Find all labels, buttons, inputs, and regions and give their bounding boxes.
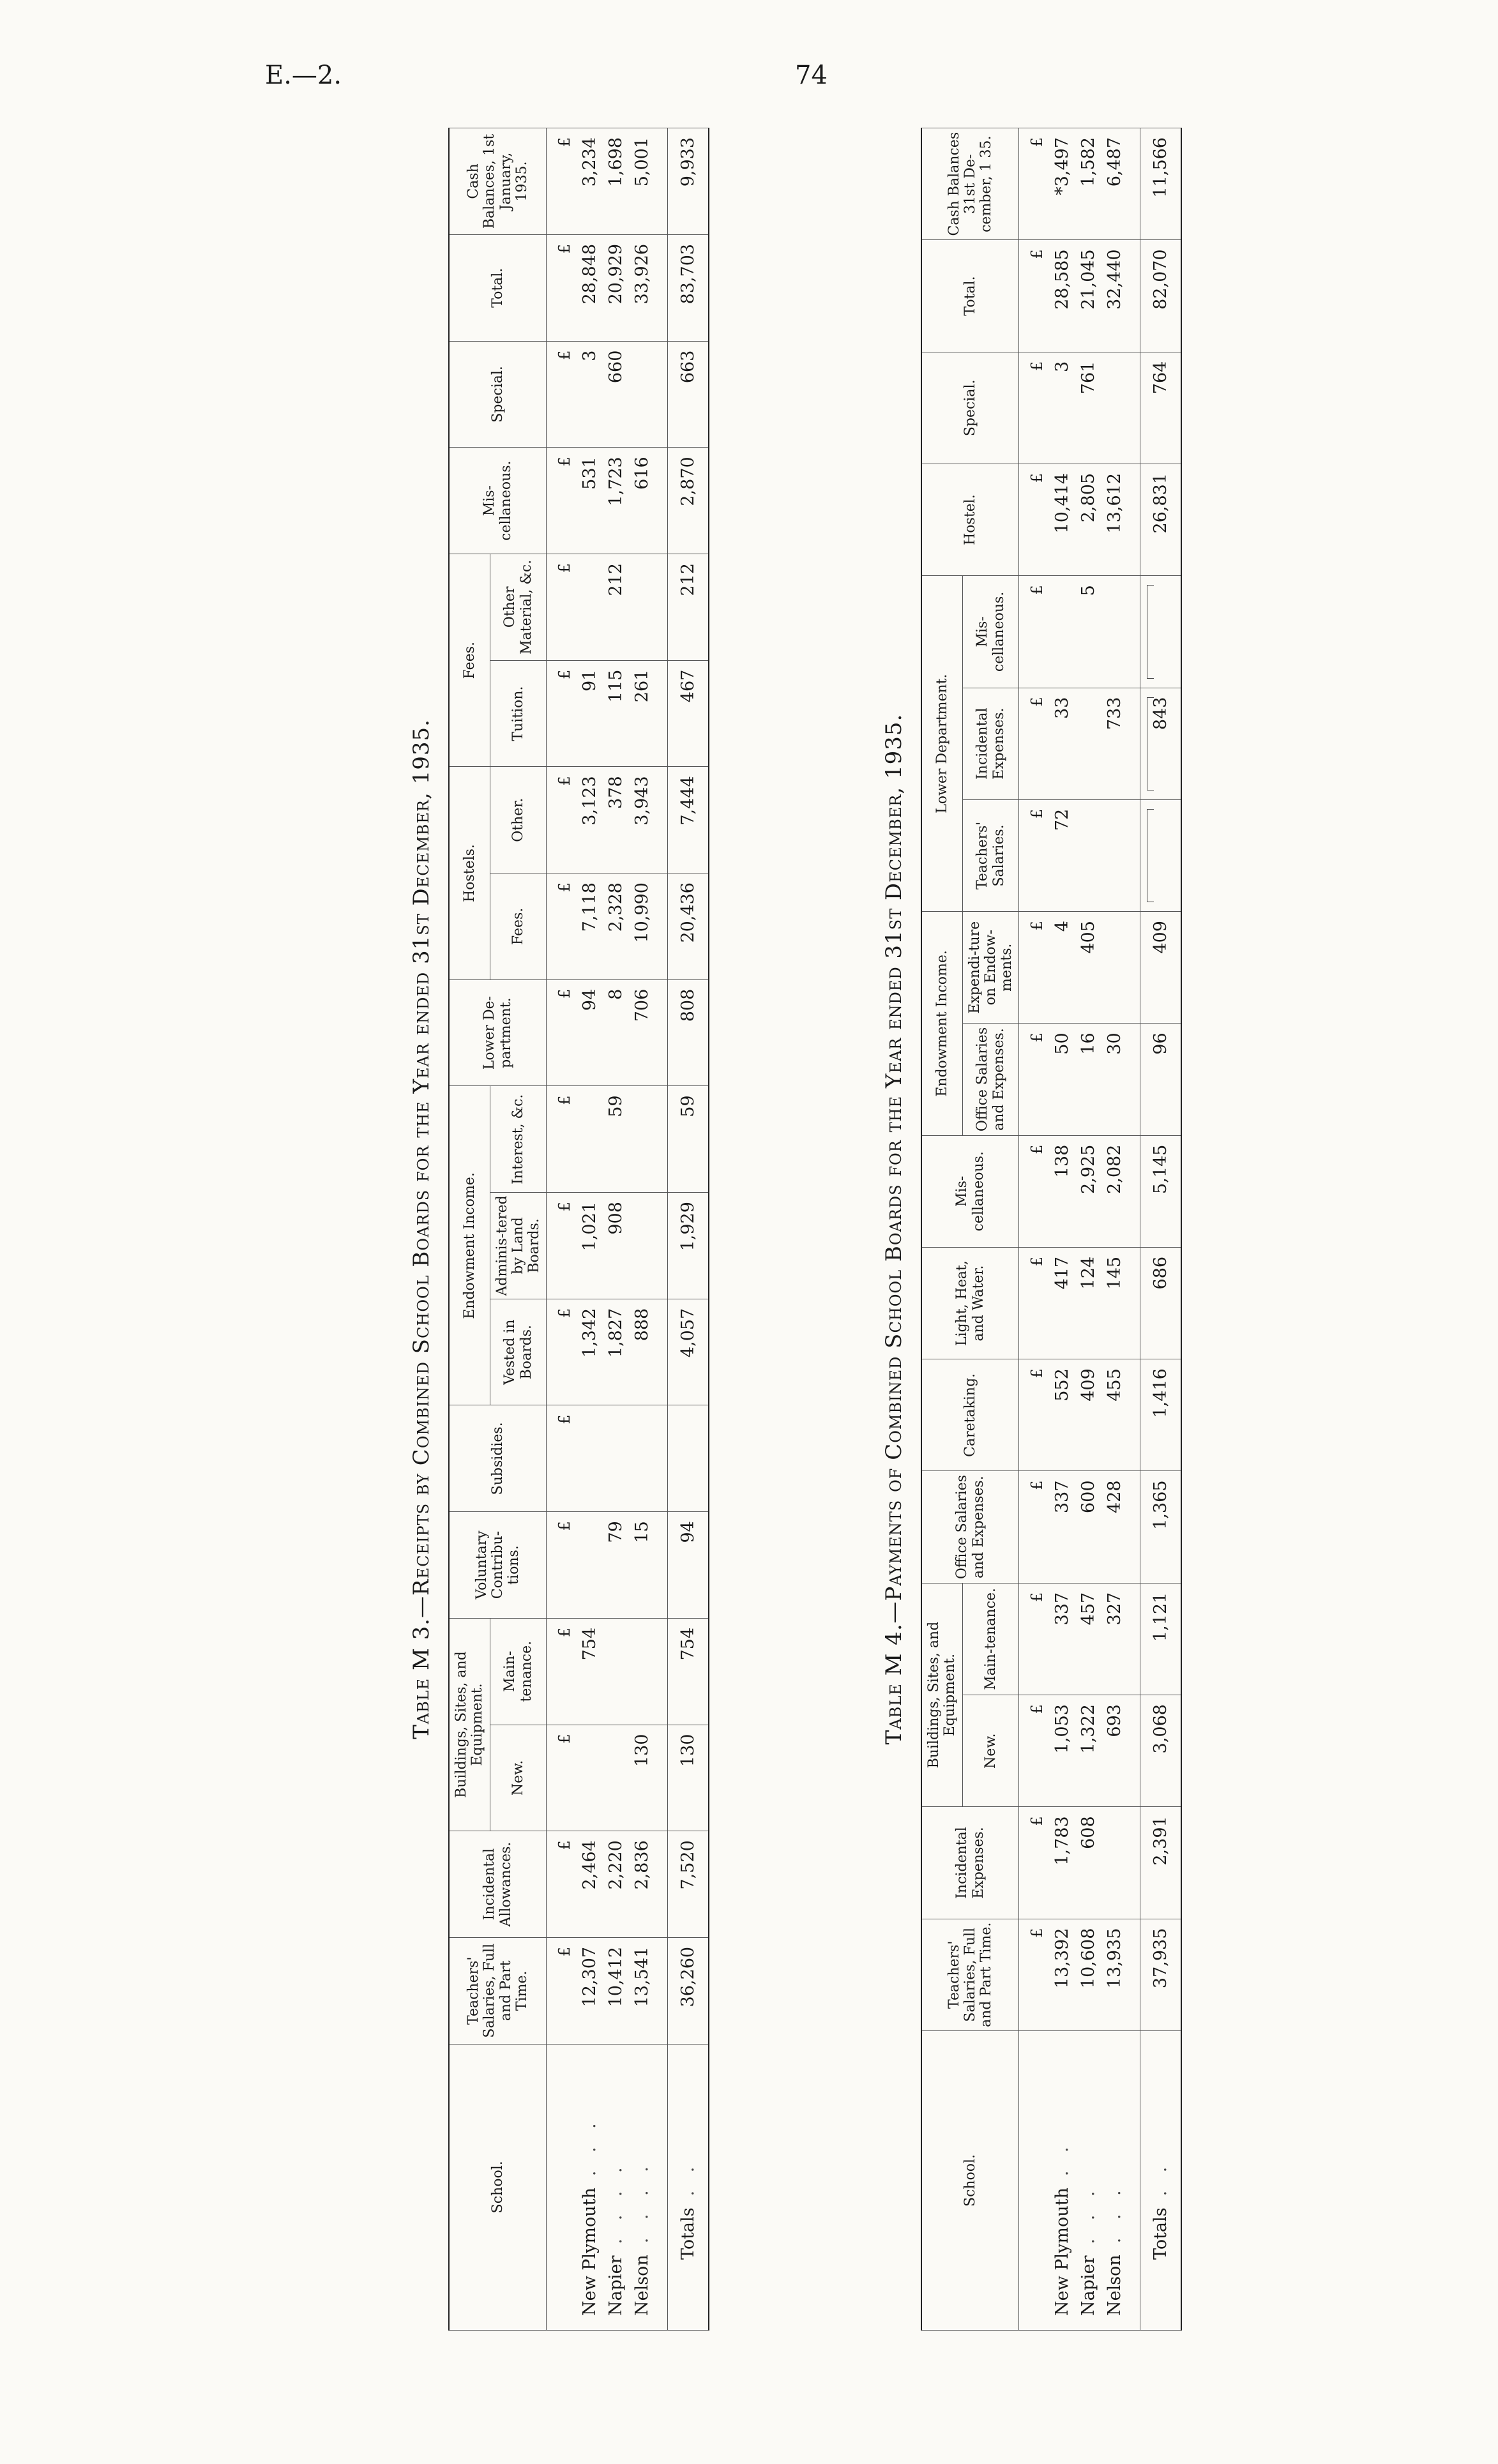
table-m4-title: Table M 4.—Payments of Combined School Boards for the Year ended 31st December, 1935. (881, 713, 907, 1745)
value-cell: 261 (629, 660, 668, 767)
value-cell: 28,848 (577, 234, 603, 341)
unit-cell: £ (1019, 1135, 1050, 1247)
value-cell: 10,608 (1075, 1919, 1101, 2030)
col-voluntary: Voluntary Contribu-tions. (449, 1512, 547, 1619)
value-cell: 608 (1075, 1807, 1101, 1919)
value-cell: 3,234 (577, 128, 603, 235)
value-cell: 808 (668, 979, 709, 1086)
value-cell: 1,698 (603, 128, 629, 235)
value-cell: 616 (629, 448, 668, 554)
value-cell: 72 (1049, 799, 1075, 911)
value-cell: 4,057 (668, 1299, 709, 1405)
value-cell: 2,464 (577, 1831, 603, 1938)
value-cell: 32,440 (1101, 240, 1140, 352)
leader-dots: . . . . (606, 2161, 626, 2244)
value-cell: 5 (1075, 576, 1101, 688)
row-label: New Plymouth (1052, 2188, 1073, 2316)
value-cell: 59 (603, 1086, 629, 1193)
value-cell: 552 (1049, 1359, 1075, 1471)
value-cell (603, 1618, 629, 1725)
value-cell: 37,935 (1140, 1919, 1182, 2030)
value-cell: 1,322 (1075, 1695, 1101, 1807)
value-cell: 6,487 (1101, 128, 1140, 240)
value-cell: 21,045 (1075, 240, 1101, 352)
unit-cell: £ (547, 660, 577, 767)
value-cell: 843 (1140, 688, 1182, 799)
value-cell (1075, 688, 1101, 799)
unit-cell: £ (547, 1405, 577, 1512)
value-cell: 2,082 (1101, 1135, 1140, 1247)
col-teachers-salaries: Teachers' Salaries, Full and Part Time. (921, 1919, 1019, 2030)
value-cell: 96 (1140, 1024, 1182, 1135)
value-cell (577, 1512, 603, 1619)
value-cell: 663 (668, 341, 709, 448)
col-teachers-salaries: Teachers' Salaries, Full and Part Time. (449, 1937, 547, 2044)
col-endowment-interest: Interest, &c. (490, 1086, 547, 1193)
value-cell (577, 1086, 603, 1193)
col-hostels-fees: Fees. (490, 873, 547, 980)
value-cell: 82,070 (1140, 240, 1182, 352)
value-cell: 138 (1049, 1135, 1075, 1247)
leader-dots: . . (1151, 2160, 1171, 2196)
col-school: School. (921, 2030, 1019, 2330)
value-cell: 405 (1075, 912, 1101, 1024)
col-group-hostels: Hostels. (449, 767, 490, 979)
value-cell: 3 (577, 341, 603, 448)
unit-cell: £ (1019, 1583, 1050, 1695)
unit-cell: £ (547, 873, 577, 980)
school-name (603, 2044, 629, 2330)
col-office-salaries: Office Salaries and Expenses. (921, 1471, 1019, 1583)
unit-cell: £ (1019, 912, 1050, 1024)
value-cell: 7,118 (577, 873, 603, 980)
col-hostels-other: Other. (490, 767, 547, 873)
table-m3 (409, 128, 709, 2331)
col-miscellaneous: Mis-cellaneous. (449, 448, 547, 554)
col-lower-teachers: Teachers' Salaries. (962, 799, 1019, 911)
value-cell: 2,328 (603, 873, 629, 980)
unit-cell: £ (1019, 1024, 1050, 1135)
value-cell: 455 (1101, 1359, 1140, 1471)
value-cell: 686 (1140, 1247, 1182, 1359)
unit-cell: £ (547, 1086, 577, 1193)
table-m4-grid (921, 128, 1182, 2331)
table-m3-grid (448, 128, 709, 2331)
row-label: New Plymouth (580, 2188, 600, 2316)
value-cell (577, 554, 603, 660)
value-cell (577, 1725, 603, 1831)
value-cell: 1,723 (603, 448, 629, 554)
value-cell: 1,783 (1049, 1807, 1075, 1919)
unit-cell: £ (1019, 1471, 1050, 1583)
table-row (577, 128, 603, 2331)
value-cell: 130 (668, 1725, 709, 1831)
unit-cell: £ (547, 767, 577, 873)
school-name (629, 2044, 668, 2330)
value-cell (629, 1086, 668, 1193)
value-cell (1101, 799, 1140, 911)
value-cell: 115 (603, 660, 629, 767)
row-label: Totals (678, 2207, 699, 2260)
value-cell: 2,836 (629, 1831, 668, 1938)
value-cell: 467 (668, 660, 709, 767)
value-cell: 337 (1049, 1583, 1075, 1695)
unit-cell: £ (547, 1512, 577, 1619)
value-cell (577, 1405, 603, 1512)
value-cell: 26,831 (1140, 464, 1182, 575)
value-cell: 1,121 (1140, 1583, 1182, 1695)
row-label: Napier (1078, 2255, 1099, 2316)
value-cell: 693 (1101, 1695, 1140, 1807)
unit-cell: £ (1019, 799, 1050, 911)
value-cell: 94 (668, 1512, 709, 1619)
page-reference: E.—2. (265, 61, 342, 90)
value-cell (1140, 799, 1182, 911)
value-cell: 660 (603, 341, 629, 448)
value-cell: 457 (1075, 1583, 1101, 1695)
value-cell: 531 (577, 448, 603, 554)
col-endowment-expenditure: Expendi-ture on Endow-ments. (962, 912, 1019, 1024)
value-cell: 30 (1101, 1024, 1140, 1135)
value-cell (629, 1618, 668, 1725)
col-cash-balances: Cash Balances, 1st January, 1935. (449, 128, 547, 235)
value-cell: 13,392 (1049, 1919, 1075, 2030)
unit-cell: £ (547, 1831, 577, 1938)
col-fees-other-material: Other Material, &c. (490, 554, 547, 660)
row-label: Nelson (1105, 2255, 1125, 2316)
value-cell: 1,365 (1140, 1471, 1182, 1583)
table-m3-body (577, 128, 709, 2331)
value-cell (1075, 799, 1101, 911)
value-cell: 28,585 (1049, 240, 1075, 352)
value-cell: 764 (1140, 352, 1182, 464)
value-cell: 3,123 (577, 767, 603, 873)
value-cell: 2,870 (668, 448, 709, 554)
unit-cell (1019, 2030, 1050, 2330)
value-cell: 15 (629, 1512, 668, 1619)
value-cell: 3,068 (1140, 1695, 1182, 1807)
value-cell: 1,342 (577, 1299, 603, 1405)
col-total: Total. (921, 240, 1019, 352)
col-buildings-maintenance: Main-tenance. (490, 1618, 547, 1725)
value-cell: 428 (1101, 1471, 1140, 1583)
col-hostel: Hostel. (921, 464, 1019, 575)
value-cell: 378 (603, 767, 629, 873)
col-special: Special. (921, 352, 1019, 464)
unit-cell: £ (1019, 1919, 1050, 2030)
value-cell: 11,566 (1140, 128, 1182, 240)
value-cell: 91 (577, 660, 603, 767)
unit-cell: £ (1019, 1807, 1050, 1919)
unit-cell: £ (1019, 240, 1050, 352)
col-buildings-new: New. (962, 1695, 1019, 1807)
value-cell: 9,933 (668, 128, 709, 235)
value-cell: 10,414 (1049, 464, 1075, 575)
value-cell: 2,925 (1075, 1135, 1101, 1247)
table-m4-body (1049, 128, 1181, 2331)
school-name (1101, 2030, 1140, 2330)
unit-cell: £ (547, 1725, 577, 1831)
unit-cell: £ (547, 234, 577, 341)
value-cell (1140, 576, 1182, 688)
col-buildings-maintenance: Main-tenance. (962, 1583, 1019, 1695)
school-name (577, 2044, 603, 2330)
value-cell: 8 (603, 979, 629, 1086)
value-cell: 908 (603, 1193, 629, 1299)
school-name (1075, 2030, 1101, 2330)
leader-dots: . . . (580, 2117, 600, 2177)
value-cell: 733 (1101, 688, 1140, 799)
row-label: Nelson (632, 2255, 653, 2316)
value-cell: 2,391 (1140, 1807, 1182, 1919)
unit-cell: £ (1019, 688, 1050, 799)
col-group-endowment: Endowment Income. (921, 912, 962, 1136)
value-cell: 754 (577, 1618, 603, 1725)
leader-dots: . . . (1078, 2184, 1099, 2244)
leader-dots: . . (1052, 2140, 1073, 2177)
value-cell: 1,827 (603, 1299, 629, 1405)
value-cell: 409 (1075, 1359, 1101, 1471)
value-cell (1101, 576, 1140, 688)
value-cell: 13,612 (1101, 464, 1140, 575)
value-cell: 337 (1049, 1471, 1075, 1583)
col-cash-balances: Cash Balances 31st De-cember, 1 35. (921, 128, 1019, 240)
value-cell: 1,582 (1075, 128, 1101, 240)
value-cell: 7,520 (668, 1831, 709, 1938)
value-cell (1101, 912, 1140, 1024)
value-cell (603, 1405, 629, 1512)
unit-cell: £ (547, 979, 577, 1086)
value-cell: 888 (629, 1299, 668, 1405)
row-label: Napier (606, 2255, 626, 2316)
leader-dots: . . . (1105, 2184, 1125, 2244)
col-subsidies: Subsidies. (449, 1405, 547, 1512)
totals-row (1140, 128, 1182, 2331)
value-cell: 7,444 (668, 767, 709, 873)
value-cell: 3,943 (629, 767, 668, 873)
value-cell: 20,929 (603, 234, 629, 341)
value-cell: 409 (1140, 912, 1182, 1024)
row-label: Totals (1151, 2207, 1171, 2260)
value-cell: 1,416 (1140, 1359, 1182, 1471)
value-cell (1101, 352, 1140, 464)
col-fees-tuition: Tuition. (490, 660, 547, 767)
unit-cell: £ (1019, 128, 1050, 240)
value-cell: 1,053 (1049, 1695, 1075, 1807)
value-cell: 50 (1049, 1024, 1075, 1135)
col-light-heat-water: Light, Heat, and Water. (921, 1247, 1019, 1359)
totals-row (668, 128, 709, 2331)
value-cell: 600 (1075, 1471, 1101, 1583)
unit-cell: £ (1019, 1695, 1050, 1807)
value-cell (1049, 576, 1075, 688)
col-incidental-expenses: Incidental Expenses. (921, 1807, 1019, 1919)
value-cell: 2,805 (1075, 464, 1101, 575)
value-cell: 754 (668, 1618, 709, 1725)
value-cell: 5,145 (1140, 1135, 1182, 1247)
value-cell: 33 (1049, 688, 1075, 799)
unit-cell: £ (547, 1937, 577, 2044)
value-cell: 706 (629, 979, 668, 1086)
unit-cell: £ (1019, 1247, 1050, 1359)
value-cell: 3 (1049, 352, 1075, 464)
page-number: 74 (795, 61, 828, 90)
leader-dots: . . . . (632, 2160, 653, 2244)
value-cell: 1,929 (668, 1193, 709, 1299)
col-lower-miscellaneous: Mis-cellaneous. (962, 576, 1019, 688)
col-buildings-new: New. (490, 1725, 547, 1831)
leader-dots: . . (678, 2160, 699, 2196)
value-cell: 79 (603, 1512, 629, 1619)
col-group-endowment: Endowment Income. (449, 1086, 490, 1405)
value-cell: 20,436 (668, 873, 709, 980)
value-cell: 10,412 (603, 1937, 629, 2044)
table-row (1075, 128, 1101, 2331)
unit-cell: £ (1019, 352, 1050, 464)
value-cell: 33,926 (629, 234, 668, 341)
table-m4 (881, 128, 1182, 2331)
value-cell: 4 (1049, 912, 1075, 1024)
value-cell: 59 (668, 1086, 709, 1193)
value-cell (629, 1193, 668, 1299)
col-special: Special. (449, 341, 547, 448)
col-endowment-land-boards: Adminis-tered by Land Boards. (490, 1193, 547, 1299)
col-caretaking: Caretaking. (921, 1359, 1019, 1471)
col-endowment-office: Office Salaries and Expenses. (962, 1024, 1019, 1135)
value-cell: 94 (577, 979, 603, 1086)
col-group-buildings: Buildings, Sites, and Equipment. (921, 1583, 962, 1807)
col-incidental-allowances: Incidental Allowances. (449, 1831, 547, 1938)
col-lower-incidental: Incidental Expenses. (962, 688, 1019, 799)
value-cell: 13,935 (1101, 1919, 1140, 2030)
unit-cell: £ (547, 341, 577, 448)
table-row (1049, 128, 1075, 2331)
value-cell: *3,497 (1049, 128, 1075, 240)
unit-cell: £ (547, 1618, 577, 1725)
table-m3-title: Table M 3.—Receipts by Combined School Boards for the Year ended 31st December, 1935. (409, 719, 434, 1739)
table-row (603, 128, 629, 2331)
value-cell (668, 1405, 709, 1512)
unit-cell: £ (547, 554, 577, 660)
value-cell: 327 (1101, 1583, 1140, 1695)
unit-cell: £ (1019, 464, 1050, 575)
value-cell: 13,541 (629, 1937, 668, 2044)
value-cell: 36,260 (668, 1937, 709, 2044)
unit-cell: £ (1019, 576, 1050, 688)
col-endowment-vested: Vested in Boards. (490, 1299, 547, 1405)
table-row (1101, 128, 1140, 2331)
value-cell: 16 (1075, 1024, 1101, 1135)
value-cell: 10,990 (629, 873, 668, 980)
unit-cell: £ (1019, 1359, 1050, 1471)
value-cell: 212 (603, 554, 629, 660)
totals-label (1140, 2030, 1182, 2330)
col-group-fees: Fees. (449, 554, 490, 766)
unit-cell: £ (547, 128, 577, 235)
unit-cell: £ (547, 448, 577, 554)
col-group-buildings: Buildings, Sites, and Equipment. (449, 1618, 490, 1831)
col-school: School. (449, 2044, 547, 2330)
value-cell: 212 (668, 554, 709, 660)
value-cell: 145 (1101, 1247, 1140, 1359)
unit-cell (547, 2044, 577, 2330)
table-row (629, 128, 668, 2331)
col-miscellaneous: Mis-cellaneous. (921, 1135, 1019, 1247)
value-cell: 2,220 (603, 1831, 629, 1938)
value-cell: 83,703 (668, 234, 709, 341)
col-group-lower-department: Lower Department. (921, 576, 962, 912)
value-cell (1101, 1807, 1140, 1919)
value-cell: 1,021 (577, 1193, 603, 1299)
value-cell: 761 (1075, 352, 1101, 464)
school-name (1049, 2030, 1075, 2330)
col-lower-department: Lower De-partment. (449, 979, 547, 1086)
value-cell: 417 (1049, 1247, 1075, 1359)
value-cell: 124 (1075, 1247, 1101, 1359)
value-cell: 12,307 (577, 1937, 603, 2044)
unit-cell: £ (547, 1299, 577, 1405)
unit-row (1019, 128, 1050, 2331)
value-cell (603, 1725, 629, 1831)
value-cell (629, 341, 668, 448)
totals-label (668, 2044, 709, 2330)
col-total: Total. (449, 234, 547, 341)
value-cell: 130 (629, 1725, 668, 1831)
unit-cell: £ (547, 1193, 577, 1299)
value-cell (629, 554, 668, 660)
value-cell: 5,001 (629, 128, 668, 235)
value-cell (629, 1405, 668, 1512)
unit-row (547, 128, 577, 2331)
